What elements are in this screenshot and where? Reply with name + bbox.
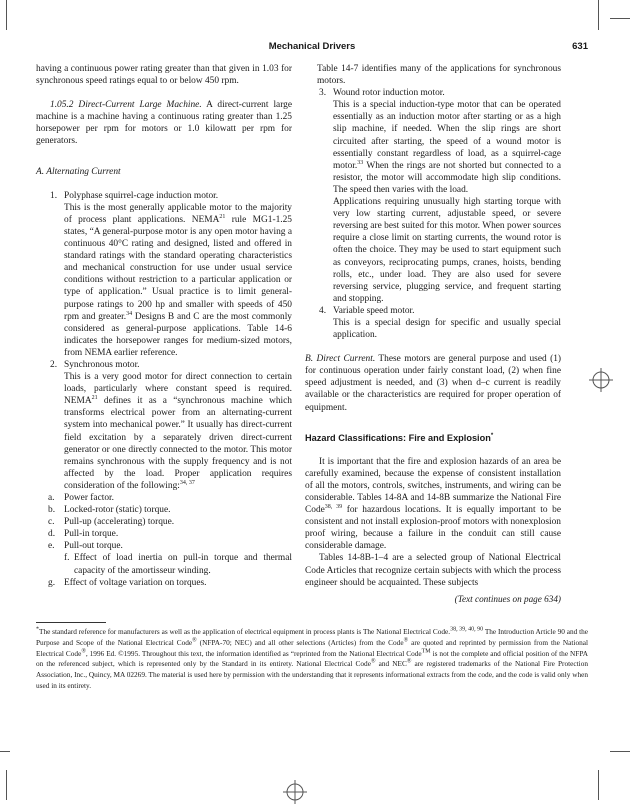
list-item-body — [333, 99, 561, 196]
sub-text: Pull-in torque. — [64, 529, 119, 540]
text-run: Designs B and C are the most commonly considered as general-purpose applications. Table 14-6 indicates the horsepower ranges for medium-sized motors, from NEMA earlier reference. — [64, 311, 292, 358]
list-item-body — [64, 202, 292, 359]
registration-mark-right — [589, 368, 613, 392]
sub-list-item — [36, 577, 292, 589]
crop-mark-tl — [6, 0, 7, 30]
dc-large-machine-paragraph — [36, 99, 292, 147]
list-item-title: Wound rotor induction motor. — [333, 88, 445, 99]
footnote-marker: * — [36, 626, 39, 633]
citation: 33 — [357, 159, 364, 166]
citation: 38, 39, 40, 90 — [450, 626, 484, 633]
sub-text: Effect of load inertia on pull-in torque and thermal capacity of the amortisseur winding. — [74, 553, 292, 576]
list-item-body: This is a special design for specific and usually special application. — [333, 317, 561, 341]
sub-list — [36, 492, 292, 589]
sub-text: Power factor. — [64, 493, 114, 503]
dc-large-machine-label: 1.05.2 Direct-Current Large Machine. — [50, 100, 202, 111]
registered-mark: ® — [370, 658, 376, 665]
intro-paragraph: having a continuous power rating greater than that given in 1.03 for synchronous speed ratings equal to or below 450 rpm. — [36, 64, 292, 87]
sub-letter: d. — [48, 529, 56, 540]
list-item-title: Variable speed motor. — [333, 305, 415, 316]
text-run: are registered trademarks of the National Fire Protection Association, Inc., Quincy, MA 02269. The material is used here by permission with the understanding that it represents informational extracts from the code, and the code is valid only when used in its entirety. — [36, 659, 588, 690]
crop-mark-br — [598, 770, 599, 800]
list-item-number: 4. — [319, 305, 327, 316]
sub-letter: a. — [48, 493, 55, 503]
text-run: The standard reference for manufacturers as well as the application of electrical equipment in process plants is The National Electrical Code. — [39, 627, 451, 636]
text-run: rule MG1-1.25 states, “A general-purpose motor is any open motor having a continuous 40°C rating and designed, listed and offered in standard ratings with the standard operating characteristics and mechanical construction for use under usual service conditions without restriction to a particular application or type of application.” Usual practice is to limit general-purpose ratings to 200 hp and smaller with speeds of 450 rpm and greater. — [64, 214, 292, 322]
registration-mark-bottom — [283, 780, 307, 804]
sub-text: Effect of voltage variation on torques. — [64, 577, 207, 588]
citation: 38, 39 — [324, 503, 343, 510]
registered-mark: ® — [403, 637, 409, 644]
citation: 21 — [219, 213, 226, 220]
sub-list-item — [36, 540, 292, 552]
sub-list-item — [36, 552, 292, 576]
running-header — [36, 41, 588, 55]
sub-letter: b. — [48, 505, 56, 516]
ac-heading: A. Alternating Current — [36, 166, 121, 177]
list-item-number: 3. — [319, 88, 327, 99]
text-run: and NEC — [375, 659, 407, 669]
sub-list-item — [36, 528, 292, 540]
list-item-2 — [36, 359, 292, 492]
text-run: is not the complete and official position of the NFPA on the referenced subject, which is represented only by the Standard in its entirety. National Electrical Code — [36, 648, 588, 669]
text-run: It is important that the fire and explosion hazards of an area be carefully examined, because the expense of consistent installation of all the motors, controls, switches, instruments, and wiring can be considerable. Tables 14-8A and 14-8B summarize the National Fire Code — [305, 456, 561, 516]
text-run: (NFPA-70; NEC) and all other selections (Articles) from the Code — [196, 637, 404, 647]
hazard-paragraph-2: Tables 14-8B-1–4 are a selected group of National Electrical Code Articles that recognize certain subjects with which the process engineer should be acquainted. These subjects — [305, 553, 561, 588]
continued-note: (Text continues on page 634) — [454, 593, 561, 604]
dc-large-machine-text: A direct-current large machine is a machine having a continuous rating greater than 1.25 horsepower per rpm for motors or 1.0 kilowatt per rpm for generators. — [36, 100, 293, 147]
list-item-3 — [305, 87, 561, 305]
right-column — [305, 63, 561, 605]
left-column — [36, 63, 292, 589]
sub-letter: g. — [48, 577, 56, 588]
footnote-marker: * — [490, 432, 494, 439]
text-run: are quoted and reprinted by permission from the National Electrical Code — [36, 637, 589, 658]
footnote — [36, 627, 588, 692]
crop-mark-rb — [610, 751, 630, 752]
sub-list-item — [36, 492, 292, 504]
text-run: The Introduction Article 90 and the Purpose and Scope of the National Electrical Code — [36, 627, 588, 647]
dc-text: These motors are general purpose and used (1) for continuous operation under fairly constant load, (2) when fine speed adjustment is needed, and (3) when d–c current is readily available or the characteristics are required for proper operation of equipment. — [305, 354, 562, 413]
text-run: This is a very good motor for direct connection to certain loads, particularly where constant speed is required. NEMA — [64, 372, 292, 407]
list-item-number: 2. — [50, 359, 58, 370]
dc-label: B. Direct Current. — [305, 354, 376, 365]
citation: 21 — [91, 395, 98, 402]
sub-letter: c. — [48, 517, 55, 528]
registered-mark: ® — [81, 648, 86, 655]
text-run: defines it as a “synchronous machine which transforms electrical power from an alternating-current system into mechanical power.” It usually has direct-current field excitation by a separately driven direct-current generator or one directly connected to the motor. This motor remains synchronous with the supply frequency and is not affected by the load. Proper application requires consideration of the following: — [64, 396, 292, 491]
crop-mark-tr — [598, 0, 599, 30]
sub-text: Locked-rotor (static) torque. — [64, 505, 171, 516]
sub-letter: e. — [48, 541, 55, 552]
list-item-title: Polyphase squirrel-cage induction motor. — [64, 190, 219, 201]
list-item-body: Applications requiring unusually high starting torque with very low starting current, adjustable speed, or severe reversing are best suited for this motor. When power sources require a close limit on starting currents, the wound rotor is often the choice. They may be used to start equipment such as conveyors, reciprocating pumps, cranes, hoists, bending rolls, etc., under load. They are also used for severe reversing service, plugging service, and frequent starting and stopping. — [333, 197, 561, 304]
list-item-4 — [305, 305, 561, 341]
citation: 34 — [126, 310, 133, 317]
registered-mark: ® — [406, 658, 412, 665]
sub-text: Pull-out torque. — [64, 541, 123, 552]
footnote-rule — [36, 622, 106, 623]
hazard-heading-text: Hazard Classifications: Fire and Explosion — [305, 432, 491, 443]
text-run: This is the most generally applicable motor to the majority of process plant applications. NEMA — [64, 202, 292, 225]
crop-mark-bt — [0, 751, 10, 752]
registered-mark: ® — [192, 637, 197, 644]
sub-list-item — [36, 516, 292, 528]
citation: 34, 37 — [179, 479, 195, 486]
list-item-body — [64, 371, 292, 492]
hazard-paragraph-1 — [305, 456, 561, 553]
sub-text: Pull-up (accelerating) torque. — [64, 517, 175, 528]
crop-mark-bl — [6, 770, 7, 800]
list-item-1 — [36, 190, 292, 359]
synchronous-continuation: Table 14-7 identifies many of the applications for synchronous motors. — [317, 64, 561, 87]
sub-list-item — [36, 504, 292, 516]
dc-paragraph — [305, 353, 561, 413]
text-run: When the rings are not shorted but connected to a resistor, the motor will accommodate high slip conditions. The speed then varies with the load. — [333, 160, 561, 195]
text-run: for hazardous locations. It is equally important to be consistent and not install explosion-proof motors with nonexplosion proof wiring, because a failure in the conduit can still cause considerable damage. — [305, 505, 561, 552]
sub-letter: f. — [64, 553, 70, 564]
text-run: , 1996 Ed. ©1995. Throughout this text, the information identified as “reprinted from the National Electrical Code — [85, 648, 422, 658]
text-run: This is a special induction-type motor that can be operated essentially as an induction motor after starting or as a high slip machine, if needed. When the slip rings are short circuited after starting, the speed of a wound motor is essentially constant regardless of load, as a squirrel-cage motor. — [333, 100, 561, 171]
hazard-heading — [305, 432, 561, 444]
trademark-mark: TM — [421, 648, 431, 655]
crop-mark-rt — [610, 18, 630, 19]
page-number: 631 — [572, 41, 588, 52]
list-item-number: 1. — [50, 190, 58, 201]
list-item-title: Synchronous motor. — [64, 359, 140, 370]
header-title: Mechanical Drivers — [268, 41, 356, 52]
